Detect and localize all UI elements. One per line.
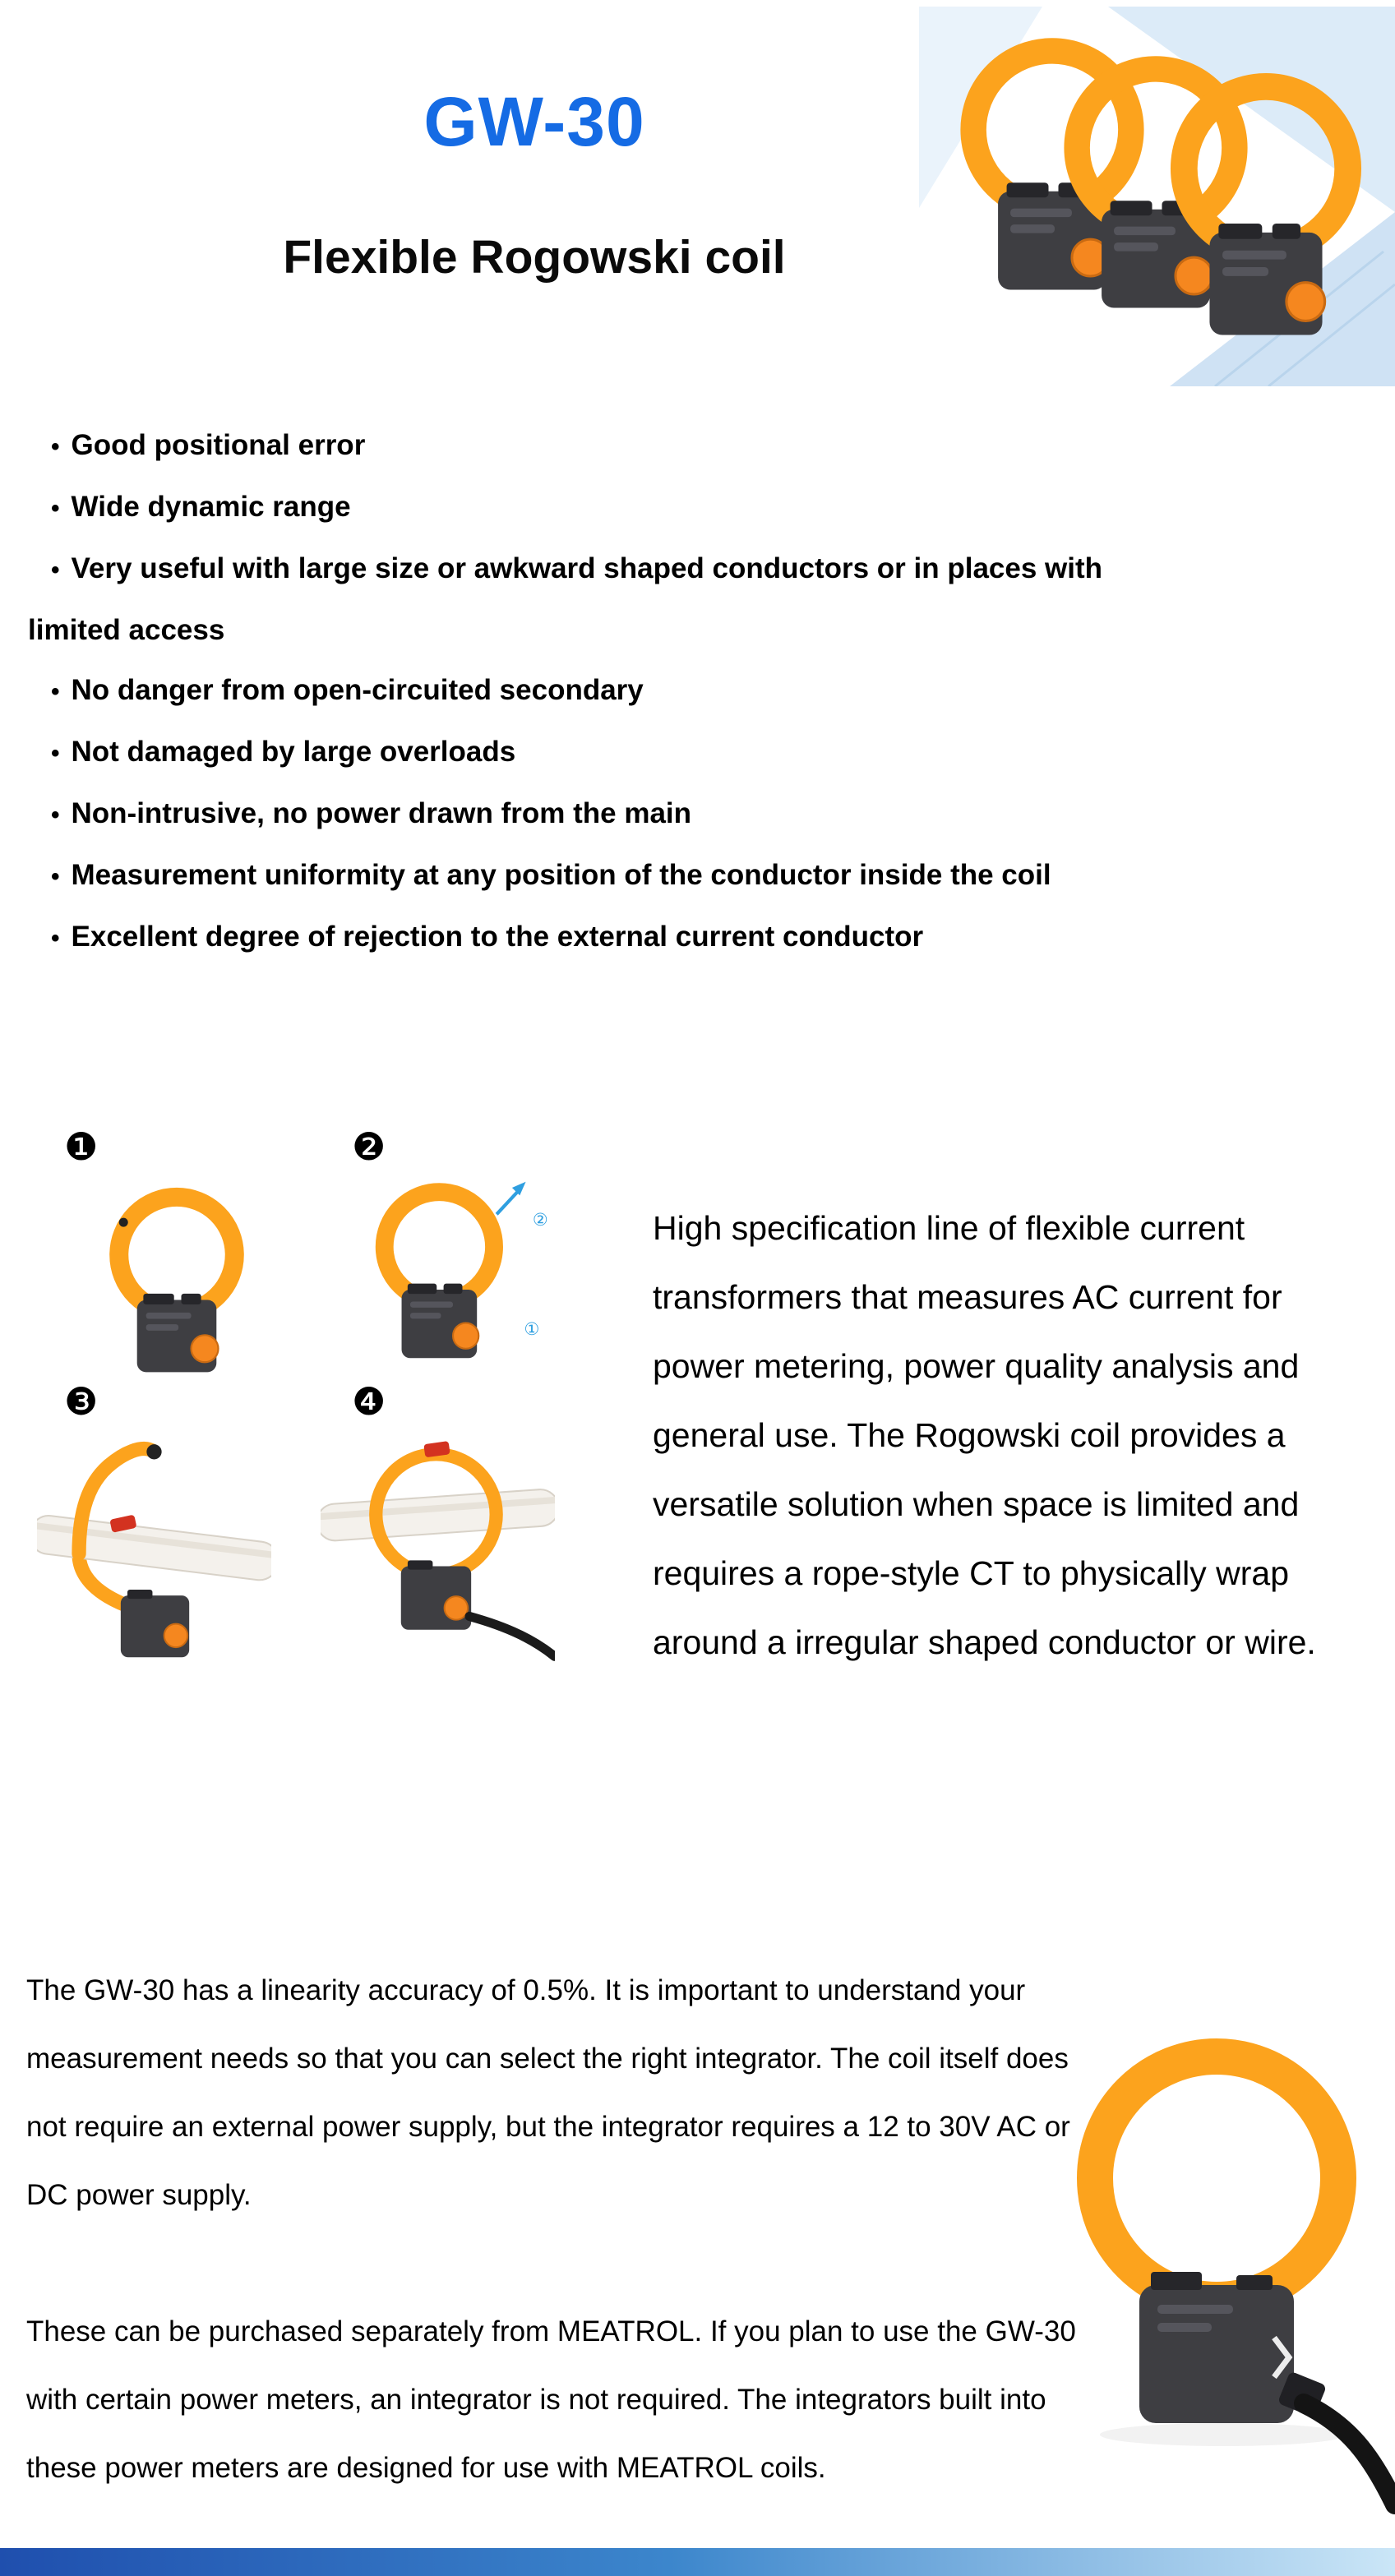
- step-4-number: ❹: [352, 1379, 386, 1424]
- feature-text: Wide dynamic range: [71, 491, 351, 523]
- bullet-icon: •: [51, 740, 60, 767]
- coil-label-line: [1157, 2305, 1233, 2314]
- coil-label-line: [1157, 2323, 1212, 2332]
- bullet-icon: •: [51, 801, 60, 829]
- bullet-icon: •: [51, 678, 60, 705]
- coil-joint-dot: [119, 1218, 128, 1227]
- detail-paragraph-1: The GW-30 has a linearity accuracy of 0.5%. It is important to understand your measurement needs so that you can select the right integrator. The coil itself does not require an external power supply, but the integrator requires a 12 to 30V AC or DC power supply.: [26, 1974, 1070, 2211]
- product-description: High specification line of flexible current transformers that measures AC current for power metering, power quality analysis and general use. The Rogowski coil provides a versatile solution when space is limited and requires a rope-style CT to physically wrap around a irregular shaped conductor or wire.: [653, 1209, 1316, 1661]
- step-2-annotation: ②: [532, 1210, 548, 1230]
- feature-text: Good positional error: [71, 429, 366, 461]
- feature-text: Very useful with large size or awkward shaped conductors or in places with limited access: [28, 552, 1103, 646]
- feature-item: [28, 907, 1146, 968]
- bullet-icon: •: [51, 433, 60, 460]
- coil-ring: [1095, 2057, 1338, 2300]
- coil-latch: [127, 1590, 152, 1599]
- feature-list: [28, 415, 1146, 968]
- coil-latch: [408, 1560, 433, 1569]
- feature-item: [28, 538, 1146, 660]
- coil-detail-photo: [1042, 2007, 1395, 2536]
- feature-item: [28, 783, 1146, 845]
- step-1-number: ❶: [64, 1124, 99, 1169]
- product-title: GW-30: [423, 83, 645, 160]
- feature-item: [28, 660, 1146, 722]
- step-3-number: ❸: [64, 1379, 99, 1424]
- bullet-icon: •: [51, 556, 60, 584]
- detail-paragraph-2: These can be purchased separately from MEATROL. If you plan to use the GW-30 with certain power meters, an integrator is not required. The integrators built into these power meters are designed for use with MEATROL coils.: [26, 2315, 1076, 2484]
- rope-end-tip: [146, 1444, 161, 1459]
- output-cable: [1304, 2403, 1395, 2504]
- step-2-illustration: [349, 1167, 555, 1373]
- coil-button: [164, 1624, 187, 1647]
- step-2-number: ❷: [352, 1124, 386, 1169]
- bullet-icon: •: [51, 863, 60, 890]
- feature-item: [28, 477, 1146, 538]
- step-2-annotation: ①: [524, 1320, 540, 1340]
- coil-latch: [1151, 2272, 1202, 2290]
- conductor-pipe: [321, 1489, 555, 1542]
- feature-text: Measurement uniformity at any position of the conductor inside the coil: [71, 859, 1051, 891]
- feature-text: Non-intrusive, no power drawn from the main: [71, 797, 692, 829]
- bullet-icon: •: [51, 495, 60, 522]
- bullet-icon: •: [51, 925, 60, 952]
- feature-text: Not damaged by large overloads: [71, 736, 516, 768]
- feature-text: Excellent degree of rejection to the external current conductor: [71, 921, 924, 953]
- rogowski-coil: [119, 1197, 235, 1372]
- open-arrow-icon: [497, 1190, 519, 1214]
- product-subtitle: Flexible Rogowski coil: [283, 231, 786, 284]
- feature-item: [28, 845, 1146, 907]
- coil-button: [445, 1596, 468, 1619]
- step-3-illustration: [37, 1379, 271, 1694]
- footer-accent-bar: [0, 2548, 1395, 2576]
- coil-latch: [1236, 2275, 1273, 2290]
- photo-shadow: [1100, 2423, 1346, 2446]
- step-4-illustration: [321, 1389, 555, 1690]
- product-photo: [919, 7, 1395, 386]
- step-1-illustration: [86, 1175, 267, 1387]
- feature-item: [28, 415, 1146, 477]
- feature-item: [28, 722, 1146, 783]
- output-cable: [469, 1617, 555, 1657]
- feature-text: No danger from open-circuited secondary: [71, 674, 644, 706]
- rogowski-coil: [385, 1192, 494, 1358]
